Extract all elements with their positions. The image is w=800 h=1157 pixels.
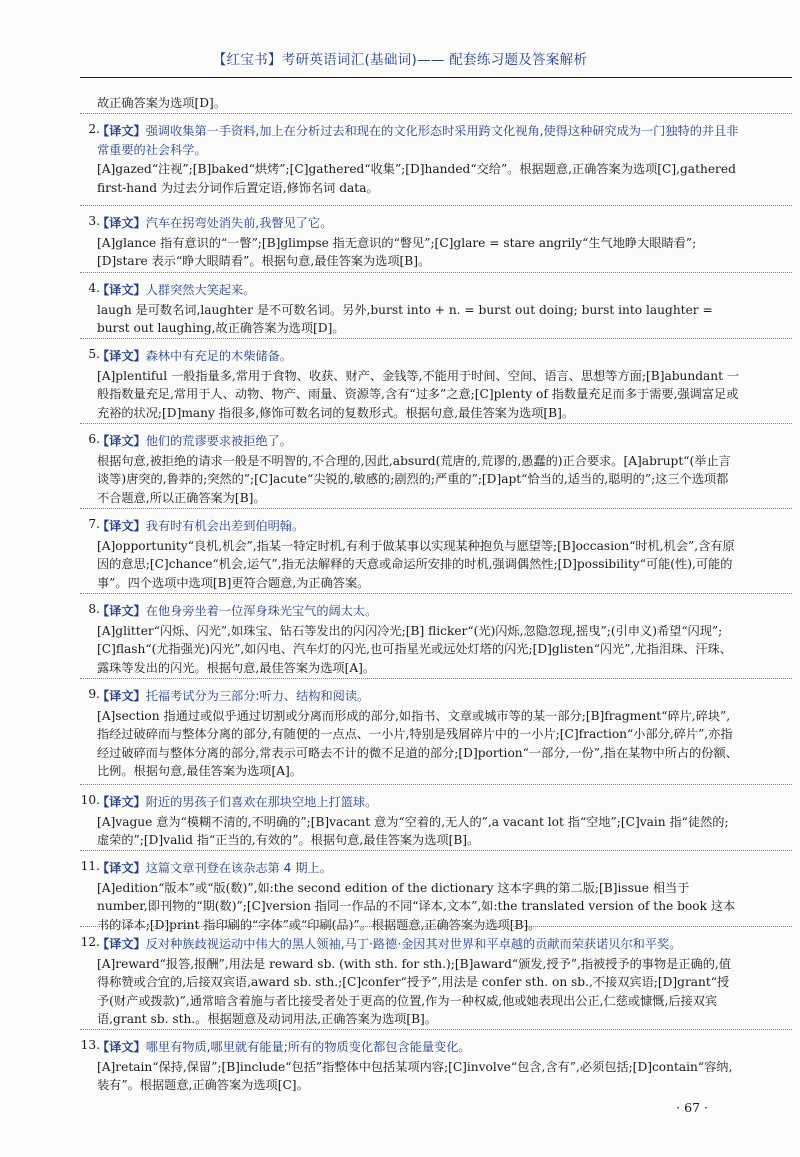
translation-tag: 【译文】 (97, 795, 146, 809)
entry-separator (80, 272, 792, 273)
translation-text: 在他身旁坐着一位浑身珠光宝气的阔太太。 (145, 604, 378, 618)
entry-separator (80, 850, 792, 851)
exercise-entry (80, 281, 740, 338)
translation-text: 附近的男孩子们喜欢在那块空地上打篮球。 (145, 795, 378, 809)
entry-separator (80, 508, 792, 509)
entry-separator (80, 784, 792, 785)
entry-separator (80, 1029, 792, 1030)
translation-line (97, 602, 740, 621)
entry-separator (80, 205, 792, 206)
translation-text: 哪里有物质,哪里就有能量;所有的物质变化都包含能量变化。 (145, 1040, 471, 1054)
entry-separator (80, 678, 792, 679)
exercise-entry (80, 214, 740, 271)
answer-explanation: [A]edition“版本”或“版(数)”,如:the second edition of the dictionary 这本字典的第二版;[B]issue 相当于 number,即刊物的“期(数)”;[C]version 指同一作品的不同“译本,文本”,如:the translated version of the book 这本书的译本;[D]print 指印刷的“字体”或“印刷(品)”。根据题意,正确答案为选项[B]。 (97, 880, 736, 932)
entry-number: 11. (80, 859, 100, 873)
exercise-entry (80, 432, 740, 507)
answer-explanation: [A]glitter“闪烁、闪光”,如珠宝、钻石等发出的闪闪冷光;[B] flicker“(光)闪烁,忽隐忽现,摇曳”;(引申义)希望“闪现”;[C]flash“(尤指强光)闪光”,如闪电、汽车灯的闪光,也可指星光或远处灯塔的闪光;[D]glisten“闪光”,尤指泪珠、汗珠、露珠等发出的闪光。根据句意,最佳答案为选项[A]。 (97, 623, 732, 675)
exercise-entry (80, 602, 740, 677)
answer-explanation: [A]reward“报答,报酬”,用法是 reward sb. (with sth. for sth.);[B]award“颁发,授予”,指被授予的事物是正确的,值得称赞或合宜的,后接双宾语,award sb. sth.;[C]confer“授予”,用法是 confer sth. on sb.,不接双宾语;[D]grant“授予(财产或拨款)”,通常暗含着施与者比接受者处于更高的位置,作为一种权威,他或她表现出公正,仁慈或慷慨,后接双宾语,grant sb. sth.。根据题意及动词用法,正确答案为选项[B]。 (97, 956, 731, 1027)
translation-line (97, 214, 740, 233)
answer-explanation: [A]plentiful 一般指量多,常用于食物、收获、财产、金钱等,不能用于时间、空间、语言、思想等方面;[B]abundant 一般指数量充足,常用于人、动物、物产、雨量、资源等,含有“过多”之意;[C]plenty of 指数量充足而多于需要,强调富足或充裕的状况;[D]many 指很多,修饰可数名词的复数形式。根据句意,最佳答案为选项[B]。 (97, 368, 740, 420)
translation-text: 反对种族歧视运动中伟大的黑人领袖,马丁·路德·金因其对世界和平卓越的贡献而荣获诺贝尔和平奖。 (145, 937, 682, 951)
entry-number: 3. (88, 214, 100, 228)
answer-explanation: 根据句意,被拒绝的请求一般是不明智的,不合理的,因此,absurd(荒唐的,荒谬的,愚蠢的)正合要求。[A]abrupt“(举止言谈等)唐突的,鲁莽的;突然的”;[C]acute“尖锐的,敏感的;剧烈的;严重的”;[D]apt“恰当的,适当的,聪明的”;这三个选项都不合题意,所以正确答案为[B]。 (97, 453, 731, 505)
answer-explanation: laugh 是可数名词,laughter 是不可数名词。另外,burst into + n. = burst out doing; burst into laughter = burst out laughing,故正确答案为选项[D]。 (97, 302, 713, 336)
entry-separator (80, 113, 792, 114)
translation-line (97, 432, 740, 451)
exercise-entry (80, 517, 740, 592)
exercise-entry (80, 1038, 740, 1095)
translation-text: 强调收集第一手资料,加上在分析过去和现在的文化形态时采用跨文化视角,使得这种研究成为一门独特的并且非常重要的社会科学。 (97, 124, 739, 157)
exercise-entry (80, 122, 740, 197)
translation-tag: 【译文】 (97, 283, 146, 297)
translation-text: 我有时有机会出差到伯明翰。 (145, 519, 305, 533)
exercise-entry (80, 347, 740, 422)
entry-number: 6. (88, 432, 100, 446)
entry-number: 9. (88, 687, 100, 701)
translation-line (97, 281, 740, 300)
translation-line (97, 687, 740, 706)
translation-text: 他们的荒谬要求被拒绝了。 (145, 434, 292, 448)
translation-line (97, 517, 740, 536)
translation-line (97, 859, 740, 878)
exercise-entry (80, 935, 740, 1029)
exercise-entry (80, 859, 740, 934)
translation-line (97, 347, 740, 366)
exercise-entry (80, 687, 740, 781)
translation-line (97, 935, 740, 954)
answer-explanation: [A]glance 指有意识的“一瞥”;[B]glimpse 指无意识的“瞥见”;[C]glare = stare angrily“生气地睁大眼睛看”;[D]stare 表示“睁大眼睛看”。根据句意,最佳答案为选项[B]。 (97, 235, 697, 269)
entry-number: 5. (88, 347, 100, 361)
entry-separator (80, 338, 792, 339)
exercise-entry (80, 793, 740, 850)
entry-number: 7. (88, 517, 100, 531)
translation-text: 汽车在拐弯处消失前,我瞥见了它。 (145, 216, 333, 230)
translation-tag: 【译文】 (97, 434, 146, 448)
translation-text: 这篇文章刊登在该杂志第 4 期上。 (145, 861, 332, 875)
answer-explanation: [A]section 指通过或似乎通过切割或分离而形成的部分,如指书、文章或城市等的某一部分;[B]fragment“碎片,碎块”,指经过破碎而与整体分离的部分,有随便的一点点、一小片,特别是残屑碎片中的一小片;[C]fraction“小部分,碎片”,亦指经过破碎而与整体分离的部分,常表示可略去不计的微不足道的部分;[D]portion“一部分,一份”,指在某物中所占的份额、比例。根据句意,最佳答案为选项[A]。 (97, 708, 738, 779)
translation-tag: 【译文】 (97, 1040, 146, 1054)
entry-number: 13. (80, 1038, 100, 1052)
entry-separator (80, 926, 792, 927)
entry-number: 8. (88, 602, 100, 616)
translation-tag: 【译文】 (97, 124, 146, 138)
translation-text: 人群突然大笑起来。 (145, 283, 256, 297)
page-number: · 67 · (676, 1100, 708, 1115)
translation-tag: 【译文】 (97, 349, 146, 363)
translation-text: 森林中有充足的木柴储备。 (145, 349, 292, 363)
entry-number: 10. (80, 793, 100, 807)
translation-text: 托福考试分为三部分:听力、结构和阅读。 (145, 689, 370, 703)
translation-tag: 【译文】 (97, 861, 146, 875)
translation-line (97, 122, 740, 159)
entry-separator (80, 423, 792, 424)
entry-separator (80, 593, 792, 594)
answer-explanation: [A]gazed“注视”;[B]baked“烘烤”;[C]gathered“收集”;[D]handed“交给”。根据题意,正确答案为选项[C],gathered first-hand 为过去分词作后置定语,修饰名词 data。 (97, 162, 736, 195)
entry-number: 2. (88, 122, 100, 136)
translation-line (97, 793, 740, 812)
translation-tag: 【译文】 (97, 937, 146, 951)
page-header-title: 【红宝书】考研英语词汇(基础词)—— 配套练习题及答案解析 (212, 52, 588, 68)
translation-tag: 【译文】 (97, 604, 146, 618)
entry-number: 12. (80, 935, 100, 949)
continued-answer-line: 故正确答案为选项[D]。 (97, 96, 226, 110)
answer-explanation: [A]opportunity“良机,机会”,指某一特定时机,有利于做某事以实现某种抱负与愿望等;[B]occasion“时机,机会”,含有原因的意思;[C]chance“机会,运气”,指无法解释的天意或命运所安排的时机,强调偶然性;[D]possibility“可能(性),可能的事”。四个选项中选项[B]更符合题意,为正确答案。 (97, 538, 735, 590)
entry-number: 4. (88, 281, 100, 295)
answer-explanation: [A]vague 意为“模糊不清的,不明确的”;[B]vacant 意为“空着的,无人的”,a vacant lot 指“空地”;[C]vain 指“徒然的;虚荣的”;[D]valid 指“正当的,有效的”。根据句意,最佳答案为选项[B]。 (97, 814, 729, 848)
answer-explanation: [A]retain“保持,保留”;[B]include“包括”指整体中包括某项内容;[C]involve“包含,含有”,必须包括;[D]contain“容纳,装有”。根据题意,正确答案为选项[C]。 (97, 1059, 733, 1093)
translation-line (97, 1038, 740, 1057)
header-rule (80, 77, 792, 78)
translation-tag: 【译文】 (97, 519, 146, 533)
translation-tag: 【译文】 (97, 216, 146, 230)
translation-tag: 【译文】 (97, 689, 146, 703)
